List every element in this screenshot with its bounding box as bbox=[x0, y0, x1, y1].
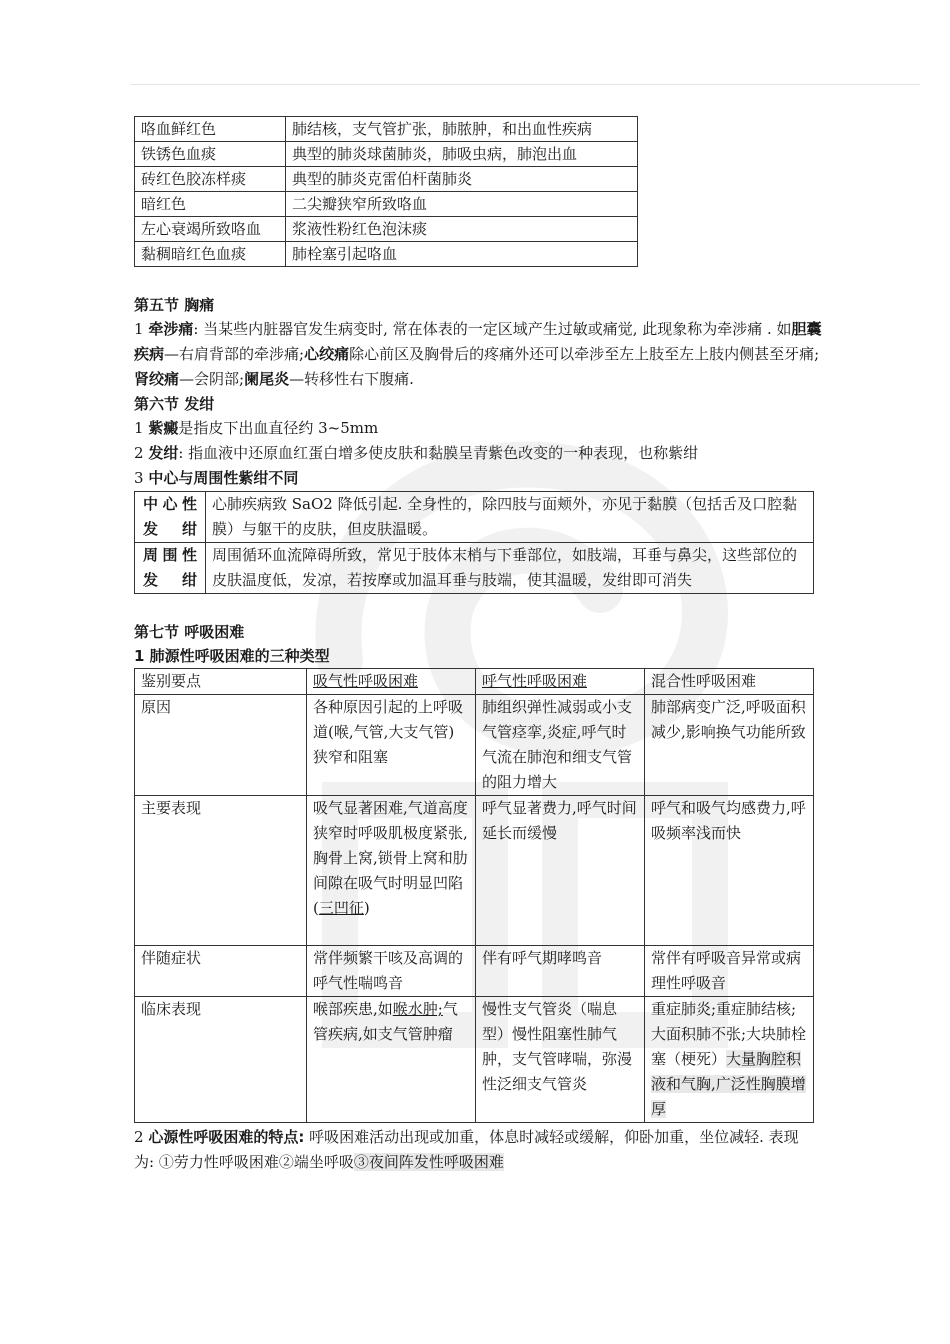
section7-subtitle: 1 肺源性呼吸困难的三种类型 bbox=[134, 647, 330, 665]
table-cell: 常伴频繁干咳及高调的呼气性喘鸣音 bbox=[307, 946, 476, 997]
table-cell: 呼气和吸气均感费力,呼吸频率浅而快 bbox=[644, 796, 813, 946]
header-cell: 呼气性呼吸困难 bbox=[475, 669, 644, 695]
table-cell: 肺部病变广泛,呼吸面积减少,影响换气功能所致 bbox=[644, 695, 813, 796]
disease-cell: 二尖瓣狭窄所致咯血 bbox=[286, 192, 638, 217]
disease-cell: 典型的肺炎球菌肺炎，肺吸虫病，肺泡出血 bbox=[286, 142, 638, 167]
table-row bbox=[135, 796, 814, 946]
row-label: 临床表现 bbox=[135, 997, 307, 1123]
sputum-color-cell: 铁锈色血痰 bbox=[135, 142, 286, 167]
section6-title: 第六节 发绀 bbox=[134, 395, 215, 413]
table-cell: 吸气显著困难,气道高度狭窄时呼吸肌极度紧张,胸骨上窝,锁骨上窝和肋间隙在吸气时明显凹陷(三凹征) bbox=[307, 796, 476, 946]
disease-cell: 肺栓塞引起咯血 bbox=[286, 242, 638, 267]
table-row bbox=[135, 142, 638, 167]
dyspnea-table bbox=[134, 668, 814, 1123]
cyanosis-type-cell: 周围性发绀 bbox=[135, 543, 206, 594]
header-cell: 混合性呼吸困难 bbox=[644, 669, 813, 695]
cyanosis-definition: 2 发绀: 指血液中还原血红蛋白增多使皮肤和黏膜呈青紫色改变的一种表现，也称紫绀 bbox=[134, 444, 699, 462]
cyanosis-compare-heading: 3 中心与周围性紫绀不同 bbox=[134, 469, 299, 487]
disease-cell: 典型的肺炎克雷伯杆菌肺炎 bbox=[286, 167, 638, 192]
sputum-color-cell: 暗红色 bbox=[135, 192, 286, 217]
table-cell: 喉部疾患,如喉水肿;气管疾病,如支气管肿瘤 bbox=[307, 997, 476, 1123]
table-row bbox=[135, 492, 814, 543]
table-cell: 各种原因引起的上呼吸道(喉,气管,大支气管)狭窄和阻塞 bbox=[307, 695, 476, 796]
sputum-color-cell: 砖红色胶冻样痰 bbox=[135, 167, 286, 192]
table-cell: 呼气显著费力,呼气时间延长而缓慢 bbox=[475, 796, 644, 946]
document-page bbox=[134, 116, 834, 1175]
section5-paragraph: 1 牵涉痛: 当某些内脏器官发生病变时, 常在体表的一定区域产生过敏或痛觉, 此现象称为牵涉痛 . 如胆囊疾病—右肩背部的牵涉痛;心绞痛除心前区及胸骨后的疼痛外还可以牵涉至左上肢至左上肢内侧甚至牙痛;肾绞痛—会阴部;阑尾炎—转移性右下腹痛. bbox=[134, 320, 822, 388]
table-cell: 伴有呼气期哮鸣音 bbox=[475, 946, 644, 997]
sputum-color-cell: 黏稠暗红色血痰 bbox=[135, 242, 286, 267]
table-row bbox=[135, 242, 638, 267]
cyanosis-type-cell: 中心性发绀 bbox=[135, 492, 206, 543]
row-label: 伴随症状 bbox=[135, 946, 307, 997]
cyanosis-desc-cell: 心肺疾病致 SaO2 降低引起. 全身性的，除四肢与面颊外，亦见于黏膜（包括舌及口腔黏膜）与躯干的皮肤，但皮肤温暖。 bbox=[206, 492, 814, 543]
section7-title: 第七节 呼吸困难 bbox=[134, 623, 245, 641]
table-row bbox=[135, 695, 814, 796]
table-row bbox=[135, 192, 638, 217]
table-row bbox=[135, 997, 814, 1123]
cyanosis-table bbox=[134, 491, 814, 594]
table-row bbox=[135, 543, 814, 594]
table-cell: 肺组织弹性减弱或小支气管痉挛,炎症,呼气时气流在肺泡和细支气管的阻力增大 bbox=[475, 695, 644, 796]
disease-cell: 肺结核，支气管扩张，肺脓肿，和出血性疾病 bbox=[286, 117, 638, 142]
header-cell: 吸气性呼吸困难 bbox=[307, 669, 476, 695]
header-rule bbox=[130, 84, 920, 85]
header-cell: 鉴别要点 bbox=[135, 669, 307, 695]
table-cell: 重症肺炎;重症肺结核;大面积肺不张;大块肺栓塞（梗死）大量胸腔积液和气胸,广泛性胸膜增厚 bbox=[644, 997, 813, 1123]
table-cell: 慢性支气管炎（喘息型）慢性阻塞性肺气肿，支气管哮喘，弥漫性泛细支气管炎 bbox=[475, 997, 644, 1123]
sputum-color-cell: 咯血鲜红色 bbox=[135, 117, 286, 142]
sputum-color-cell: 左心衰竭所致咯血 bbox=[135, 217, 286, 242]
row-label: 主要表现 bbox=[135, 796, 307, 946]
cyanosis-desc-cell: 周围循环血流障碍所致，常见于肢体末梢与下垂部位，如肢端，耳垂与鼻尖，这些部位的皮肤温度低，发凉，若按摩或加温耳垂与肢端，使其温暖，发绀即可消失 bbox=[206, 543, 814, 594]
purpura-definition: 1 紫癜是指皮下出血直径约 3~5mm bbox=[134, 419, 379, 437]
section5-title: 第五节 胸痛 bbox=[134, 296, 215, 314]
disease-cell: 浆液性粉红色泡沫痰 bbox=[286, 217, 638, 242]
table-row bbox=[135, 946, 814, 997]
table-row bbox=[135, 217, 638, 242]
table-row bbox=[135, 167, 638, 192]
table-header-row bbox=[135, 669, 814, 695]
table-row bbox=[135, 117, 638, 142]
table-cell: 常伴有呼吸音异常或病理性呼吸音 bbox=[644, 946, 813, 997]
row-label: 原因 bbox=[135, 695, 307, 796]
cardiac-dyspnea-paragraph: 2 心源性呼吸困难的特点: 呼吸困难活动出现或加重，体息时减轻或缓解，仰卧加重，坐位减轻. 表现为: ①劳力性呼吸困难②端坐呼吸③夜间阵发性呼吸困难 bbox=[134, 1128, 799, 1171]
sputum-color-table bbox=[134, 116, 638, 267]
